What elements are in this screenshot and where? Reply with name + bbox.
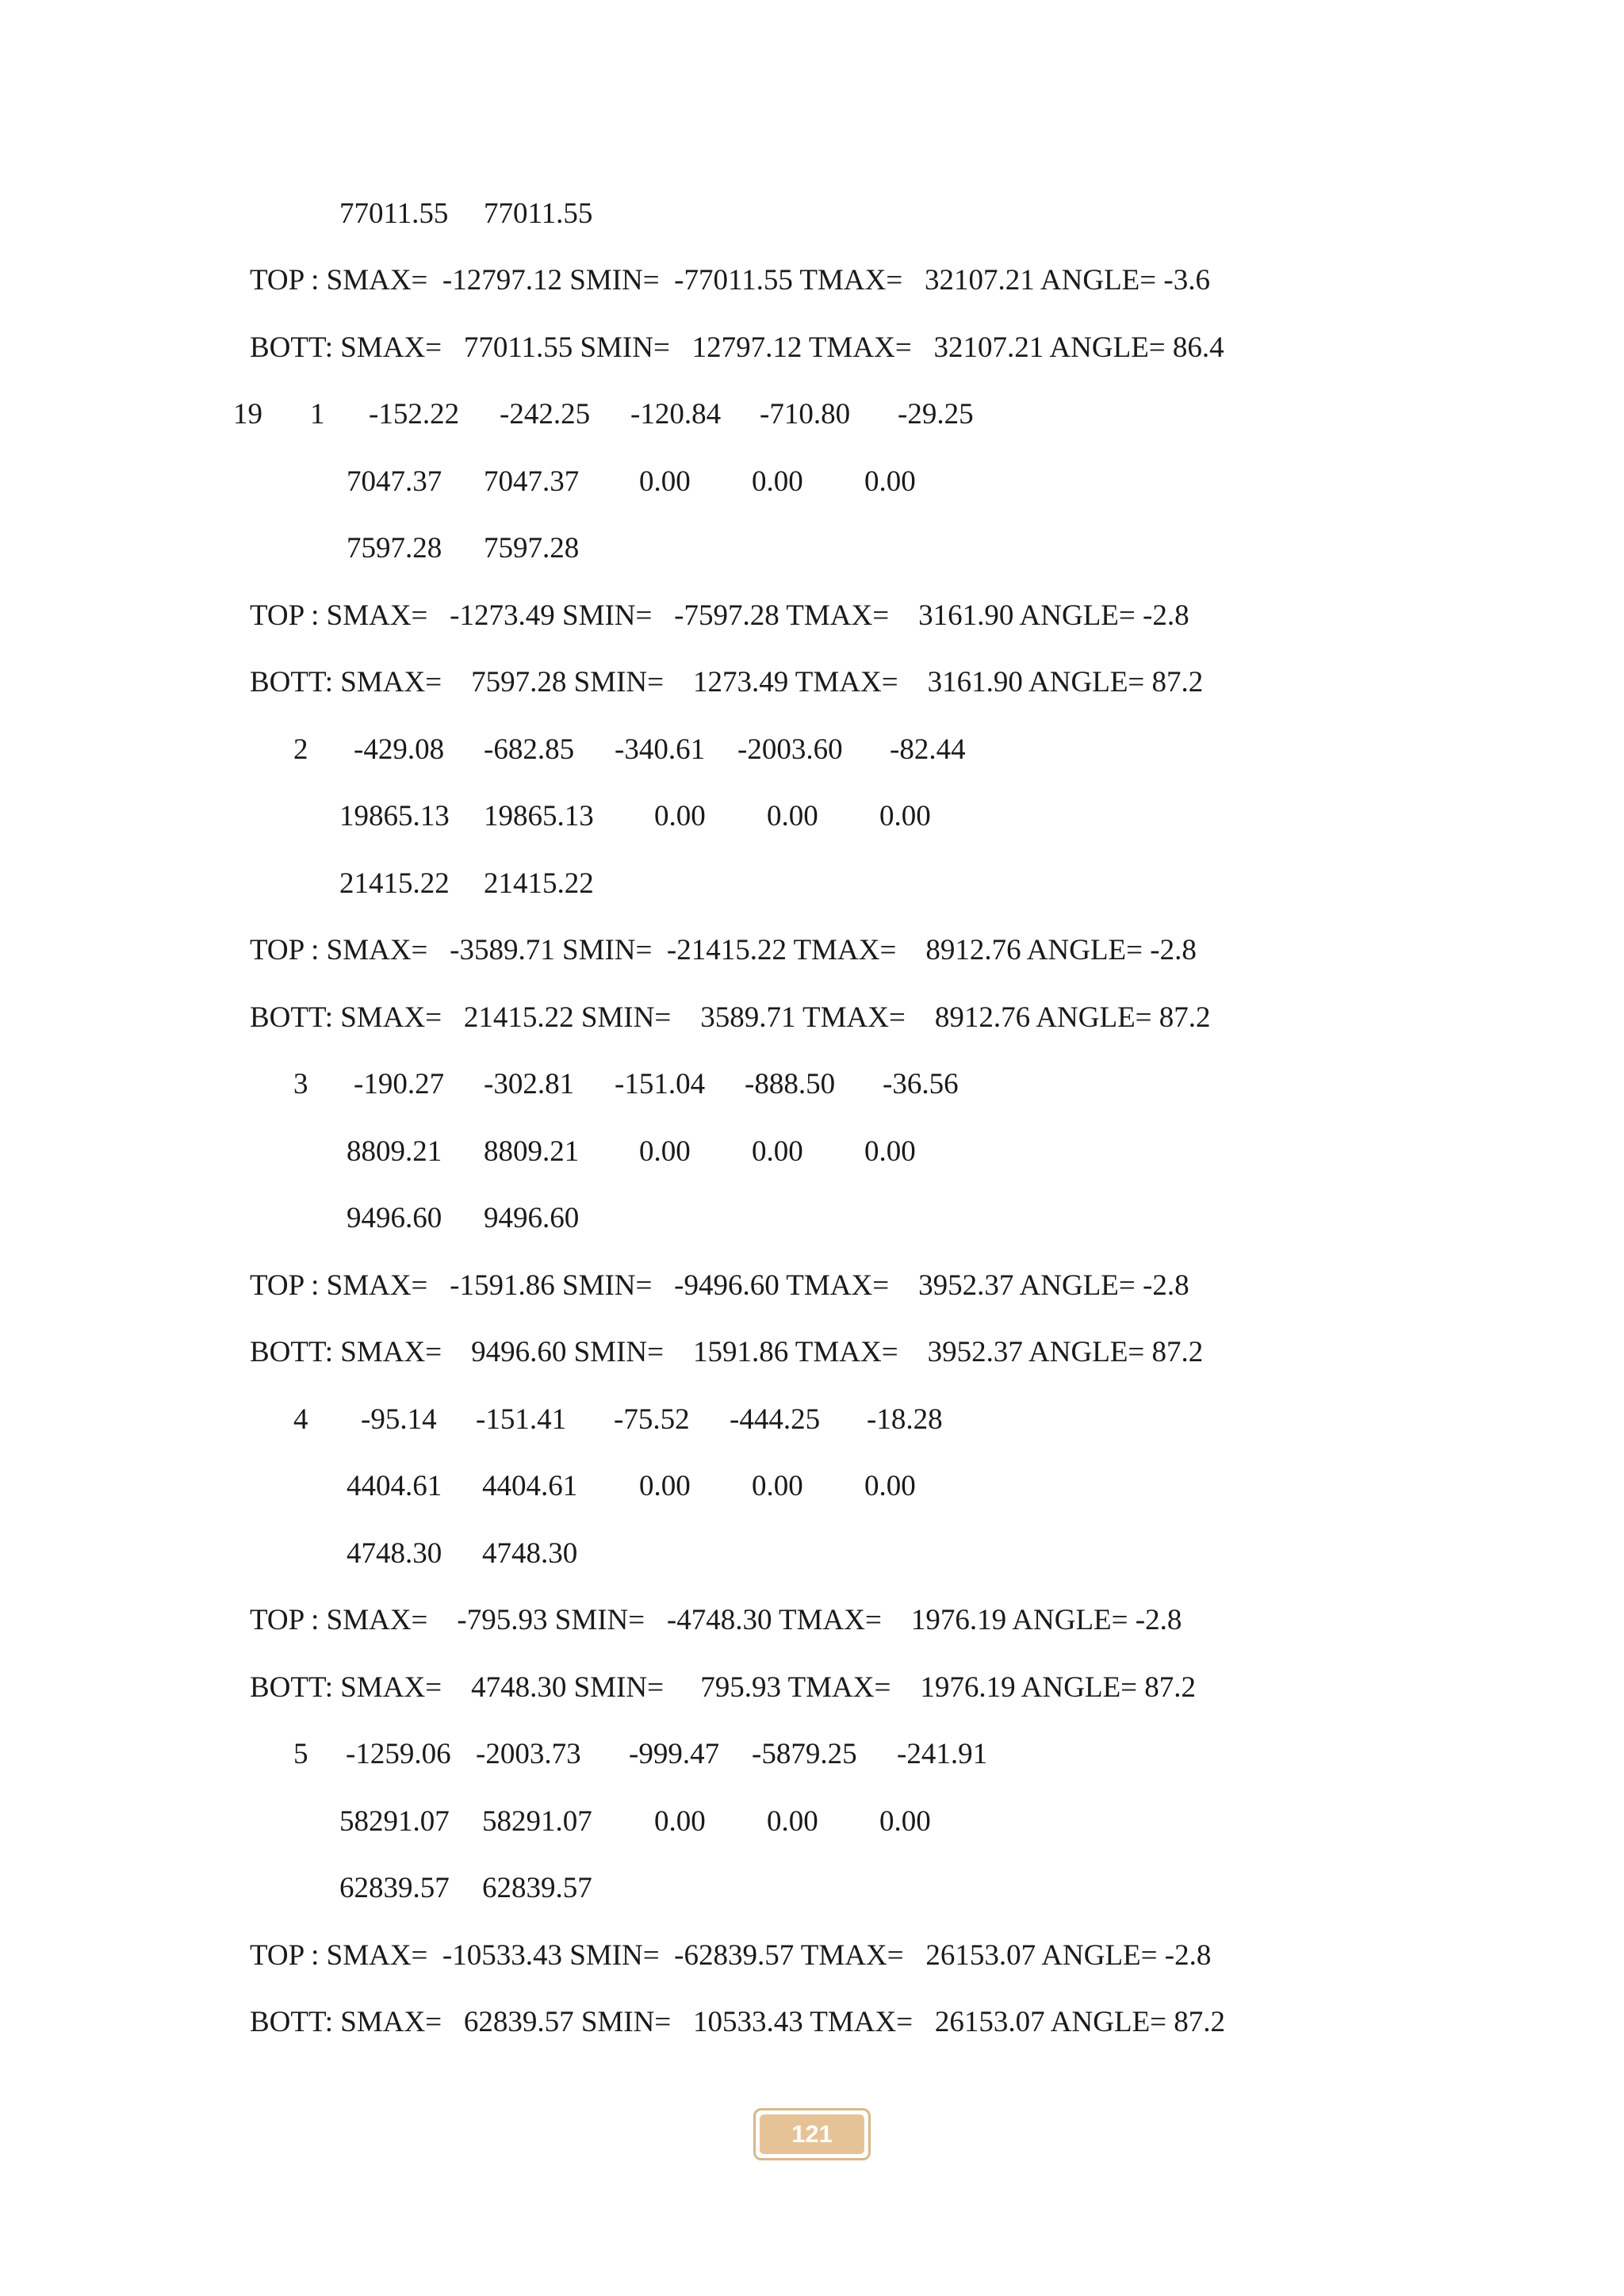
value-cell: -241.91: [897, 1738, 988, 1770]
value-cell: 0.00: [654, 1805, 706, 1838]
value-cell: 0.00: [654, 800, 706, 832]
value-cell: 0.00: [752, 1470, 803, 1502]
value-cell: 19865.13: [339, 800, 450, 832]
value-cell: 21415.22: [484, 867, 594, 900]
top-stress-line: TOP : SMAX= -795.93 SMIN= -4748.30 TMAX= 1976.19 ANGLE= -2.8: [250, 1604, 1182, 1636]
value-cell: 7047.37: [484, 465, 580, 498]
value-cell: -340.61: [615, 733, 706, 766]
value-cell: 0.00: [639, 1135, 691, 1168]
value-cell: 0.00: [879, 1805, 931, 1838]
data-row: [0, 1530, 578, 1578]
value-cell: -888.50: [745, 1068, 836, 1100]
data-row: [0, 190, 593, 238]
page-number: 121: [760, 2114, 864, 2154]
value-cell: -95.14: [361, 1403, 437, 1436]
value-cell: 4748.30: [347, 1537, 442, 1570]
data-row: [0, 391, 974, 438]
value-cell: 0.00: [864, 465, 916, 498]
value-cell: 77011.55: [339, 197, 449, 230]
value-cell: 19865.13: [484, 800, 594, 832]
value-cell: 4404.61: [347, 1470, 442, 1502]
data-row: [0, 860, 594, 908]
value-cell: 7597.28: [484, 532, 580, 564]
value-cell: 0.00: [752, 1135, 803, 1168]
top-stress-line: TOP : SMAX= -12797.12 SMIN= -77011.55 TMAX= 32107.21 ANGLE= -3.6: [250, 264, 1210, 297]
value-cell: 8809.21: [347, 1135, 442, 1168]
bottom-stress-line: BOTT: SMAX= 21415.22 SMIN= 3589.71 TMAX= 8912.76 ANGLE= 87.2: [250, 1001, 1211, 1034]
value-cell: -710.80: [760, 398, 851, 430]
data-row: [0, 1128, 916, 1176]
value-cell: 4748.30: [482, 1537, 578, 1570]
value-cell: -82.44: [890, 733, 966, 766]
data-row: [0, 1798, 931, 1846]
data-row: [0, 1195, 580, 1242]
bottom-stress-line: BOTT: SMAX= 4748.30 SMIN= 795.93 TMAX= 1976.19 ANGLE= 87.2: [250, 1671, 1197, 1704]
top-stress-line: TOP : SMAX= -1591.86 SMIN= -9496.60 TMAX= 3952.37 ANGLE= -2.8: [250, 1269, 1189, 1302]
value-cell: -5879.25: [752, 1738, 857, 1770]
data-row: [0, 726, 966, 774]
bottom-stress-line: BOTT: SMAX= 9496.60 SMIN= 1591.86 TMAX= 3952.37 ANGLE= 87.2: [250, 1336, 1204, 1368]
value-cell: 0.00: [639, 465, 691, 498]
value-cell: -999.47: [629, 1738, 720, 1770]
node-number: 4: [293, 1403, 308, 1436]
value-cell: -36.56: [883, 1068, 959, 1100]
value-cell: -151.41: [476, 1403, 567, 1436]
value-cell: 0.00: [864, 1135, 916, 1168]
data-row: [0, 793, 931, 840]
value-cell: -2003.60: [737, 733, 843, 766]
value-cell: 0.00: [767, 1805, 818, 1838]
bottom-stress-line: BOTT: SMAX= 62839.57 SMIN= 10533.43 TMAX= 26153.07 ANGLE= 87.2: [250, 2006, 1226, 2038]
value-cell: 9496.60: [484, 1202, 580, 1234]
data-row: [0, 1731, 988, 1778]
data-row: [0, 1865, 592, 1912]
value-cell: 0.00: [639, 1470, 691, 1502]
value-cell: -1259.06: [346, 1738, 451, 1770]
value-cell: -242.25: [500, 398, 591, 430]
top-stress-line: TOP : SMAX= -3589.71 SMIN= -21415.22 TMAX= 8912.76 ANGLE= -2.8: [250, 934, 1197, 966]
value-cell: -190.27: [354, 1068, 445, 1100]
value-cell: 7047.37: [347, 465, 442, 498]
data-row: [0, 525, 580, 572]
value-cell: -444.25: [730, 1403, 821, 1436]
value-cell: 21415.22: [339, 867, 450, 900]
data-row: [0, 1396, 943, 1444]
node-number: 3: [293, 1068, 308, 1100]
node-number: 1: [310, 398, 325, 430]
node-number: 2: [293, 733, 308, 766]
data-row: [0, 1463, 916, 1510]
value-cell: 0.00: [767, 800, 818, 832]
value-cell: -18.28: [867, 1403, 943, 1436]
value-cell: -151.04: [615, 1068, 706, 1100]
value-cell: -429.08: [354, 733, 445, 766]
value-cell: 58291.07: [482, 1805, 592, 1838]
value-cell: -152.22: [369, 398, 460, 430]
value-cell: 7597.28: [347, 532, 442, 564]
top-stress-line: TOP : SMAX= -1273.49 SMIN= -7597.28 TMAX= 3161.90 ANGLE= -2.8: [250, 599, 1189, 632]
value-cell: 4404.61: [482, 1470, 578, 1502]
top-stress-line: TOP : SMAX= -10533.43 SMIN= -62839.57 TMAX= 26153.07 ANGLE= -2.8: [250, 1939, 1212, 1972]
value-cell: 62839.57: [482, 1872, 592, 1904]
value-cell: 0.00: [864, 1470, 916, 1502]
data-row: [0, 1061, 959, 1108]
bottom-stress-line: BOTT: SMAX= 77011.55 SMIN= 12797.12 TMAX= 32107.21 ANGLE= 86.4: [250, 331, 1224, 364]
value-cell: 8809.21: [484, 1135, 580, 1168]
element-number: 19: [233, 398, 262, 430]
page-number-badge: [753, 2108, 871, 2160]
value-cell: 0.00: [752, 465, 803, 498]
data-row: [0, 458, 916, 506]
node-number: 5: [293, 1738, 308, 1770]
value-cell: 9496.60: [347, 1202, 442, 1234]
value-cell: 0.00: [879, 800, 931, 832]
bottom-stress-line: BOTT: SMAX= 7597.28 SMIN= 1273.49 TMAX= 3161.90 ANGLE= 87.2: [250, 666, 1204, 698]
value-cell: 58291.07: [339, 1805, 450, 1838]
value-cell: -2003.73: [476, 1738, 581, 1770]
value-cell: 77011.55: [484, 197, 593, 230]
value-cell: -682.85: [484, 733, 575, 766]
value-cell: -120.84: [630, 398, 722, 430]
value-cell: 62839.57: [339, 1872, 450, 1904]
value-cell: -302.81: [484, 1068, 575, 1100]
value-cell: -75.52: [614, 1403, 690, 1436]
value-cell: -29.25: [898, 398, 974, 430]
